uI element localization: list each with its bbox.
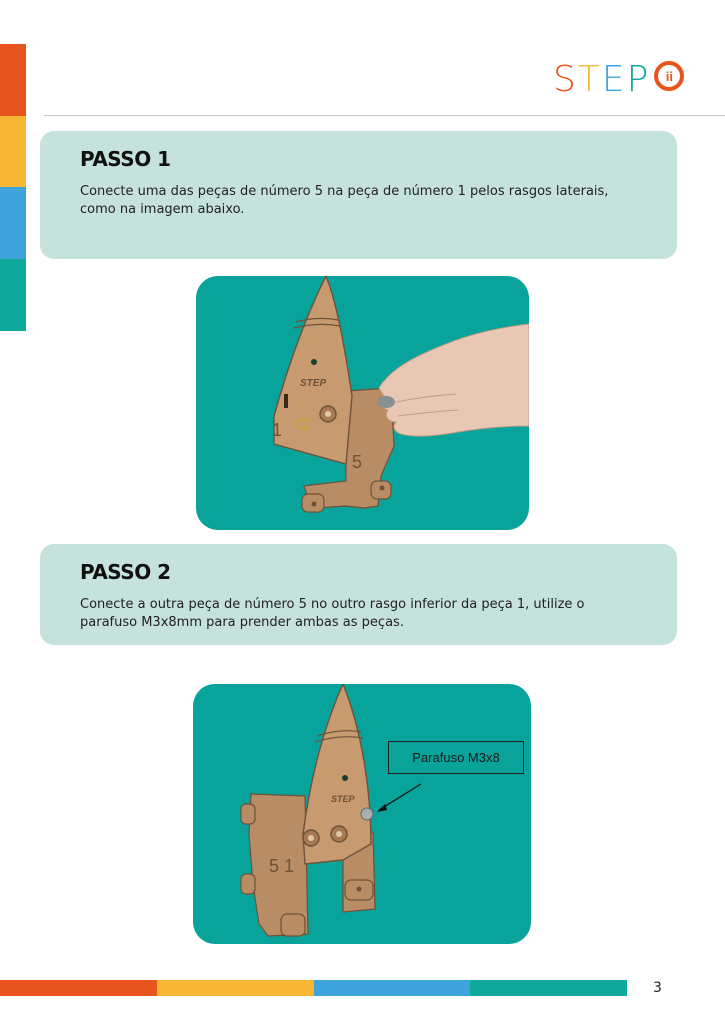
- step-1-title: PASSO 1: [80, 147, 171, 171]
- page-number: 3: [653, 980, 662, 996]
- side-stripe-orange: [0, 44, 26, 116]
- footer-stripe-teal: [470, 980, 627, 996]
- logo-badge-icon: ii: [654, 61, 684, 91]
- piece-logo-text: STEP: [300, 378, 327, 389]
- step-2-title: PASSO 2: [80, 560, 171, 584]
- step-2-photo: [193, 684, 531, 944]
- logo-letter-s: S: [553, 59, 578, 100]
- logo-wordmark: [553, 59, 651, 100]
- screw-callout: Parafuso M3x8: [388, 741, 524, 774]
- footer-stripe-yellow: [157, 980, 314, 996]
- side-stripe-teal: [0, 259, 26, 331]
- piece-logo-text: STEP: [331, 794, 355, 804]
- step-1-illustration: [196, 276, 529, 530]
- piece-1-number: 1: [272, 420, 283, 440]
- step-2-illustration: [193, 684, 531, 944]
- side-stripe-blue: [0, 187, 26, 259]
- piece-numbers: 5 1: [269, 856, 295, 876]
- step-1-text: Conecte uma das peças de número 5 na peça de número 1 pelos rasgos laterais, como na imagem abaixo.: [80, 184, 609, 217]
- step-2-text: Conecte a outra peça de número 5 no outro rasgo inferior da peça 1, utilize o parafuso M3x8mm para prender ambas as peças.: [80, 597, 585, 630]
- logo-letter-e: E: [601, 59, 627, 100]
- step-2-box: [40, 544, 677, 645]
- piece-5-number: 5: [352, 452, 363, 472]
- header-divider: [44, 115, 725, 116]
- step-1-box: [40, 131, 677, 259]
- step-logo: [553, 60, 684, 100]
- side-stripe-yellow: [0, 116, 26, 187]
- footer-stripe-blue: [314, 980, 470, 996]
- step-1-photo: [196, 276, 529, 530]
- logo-letter-p: P: [626, 59, 651, 100]
- logo-letter-t: T: [577, 59, 602, 100]
- footer-stripe-orange: [0, 980, 157, 996]
